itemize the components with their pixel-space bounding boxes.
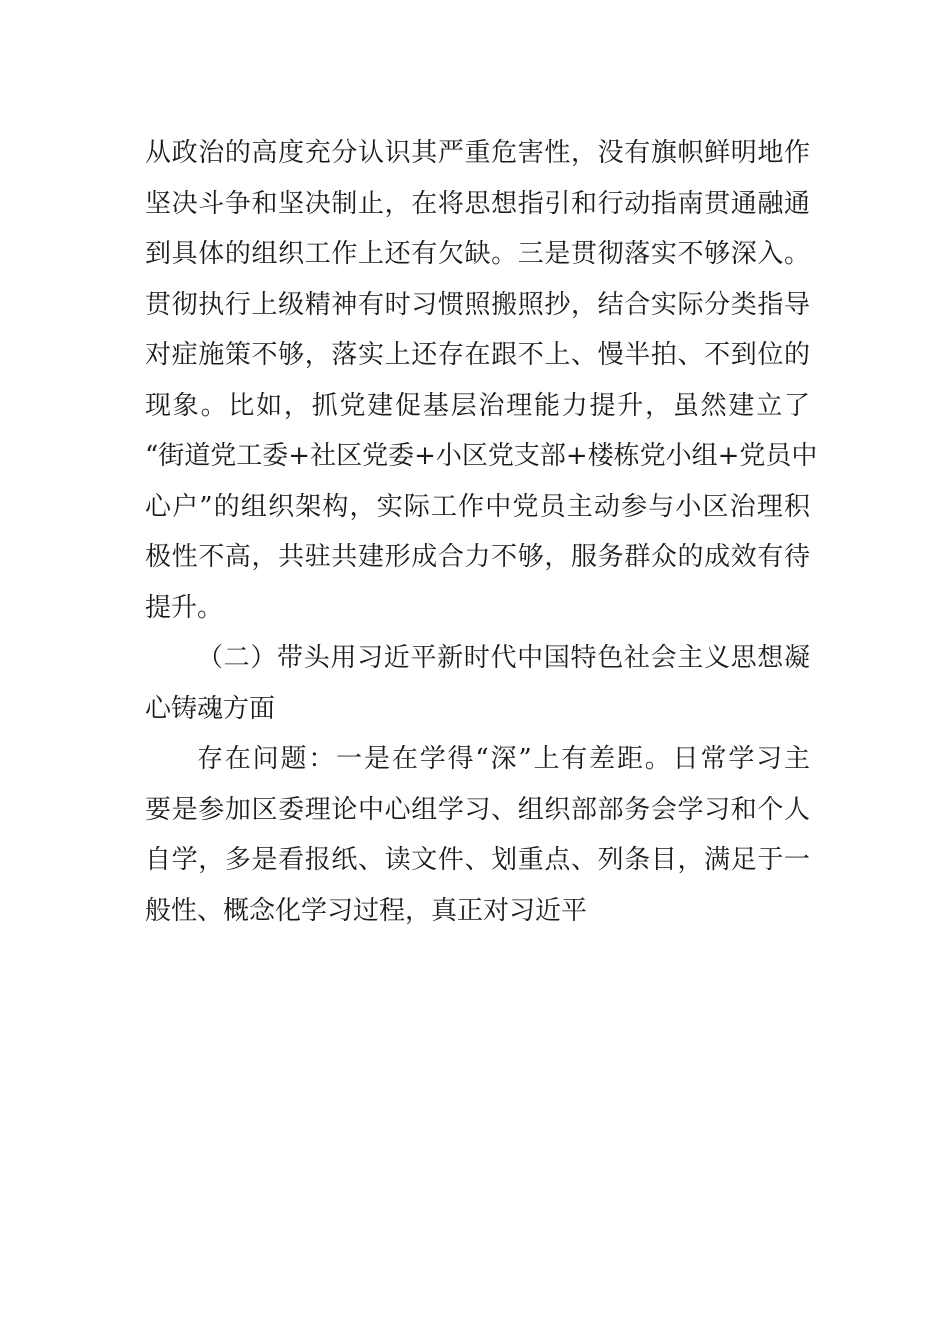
text-line: 提升。 [145,592,224,623]
text-line: 现象。比如，抓党建促基层治理能力提升，虽然建立了 [145,390,810,421]
text-line: 心铸魂方面 [145,693,276,724]
text-line: （二）带头用习近平新时代中国特色社会主义思想凝 [197,643,810,673]
text-line: 到具体的组织工作上还有欠缺。三是贯彻落实不够深入。 [145,239,810,269]
text-line: 要是参加区委理论中心组学习、组织部部务会学习和个人 [145,794,810,825]
text-line: 心户”的组织架构，实际工作中党员主动参与小区治理积 [145,491,810,522]
text-line: 般性、概念化学习过程，真正对习近平 [145,895,588,926]
text-line: 极性不高，共驻共建形成合力不够，服务群众的成效有待 [145,542,810,572]
text-line: 坚决斗争和坚决制止，在将思想指引和行动指南贯通融通 [145,188,810,219]
text-line: 贯彻执行上级精神有时习惯照搬照抄，结合实际分类指导 [145,289,810,320]
text-line: “街道党工委+社区党委+小区党支部+楼栋党小组+党员中 [145,441,818,471]
text-line: 存在问题：一是在学得“深”上有差距。日常学习主 [197,744,810,774]
text-line: 对症施策不够，落实上还存在跟不上、慢半拍、不到位的 [145,340,810,370]
text-line: 自学，多是看报纸、读文件、划重点、列条目，满足于一 [145,845,810,875]
document-body [145,128,818,936]
text-line: 从政治的高度充分认识其严重危害性，没有旗帜鲜明地作 [145,138,810,168]
